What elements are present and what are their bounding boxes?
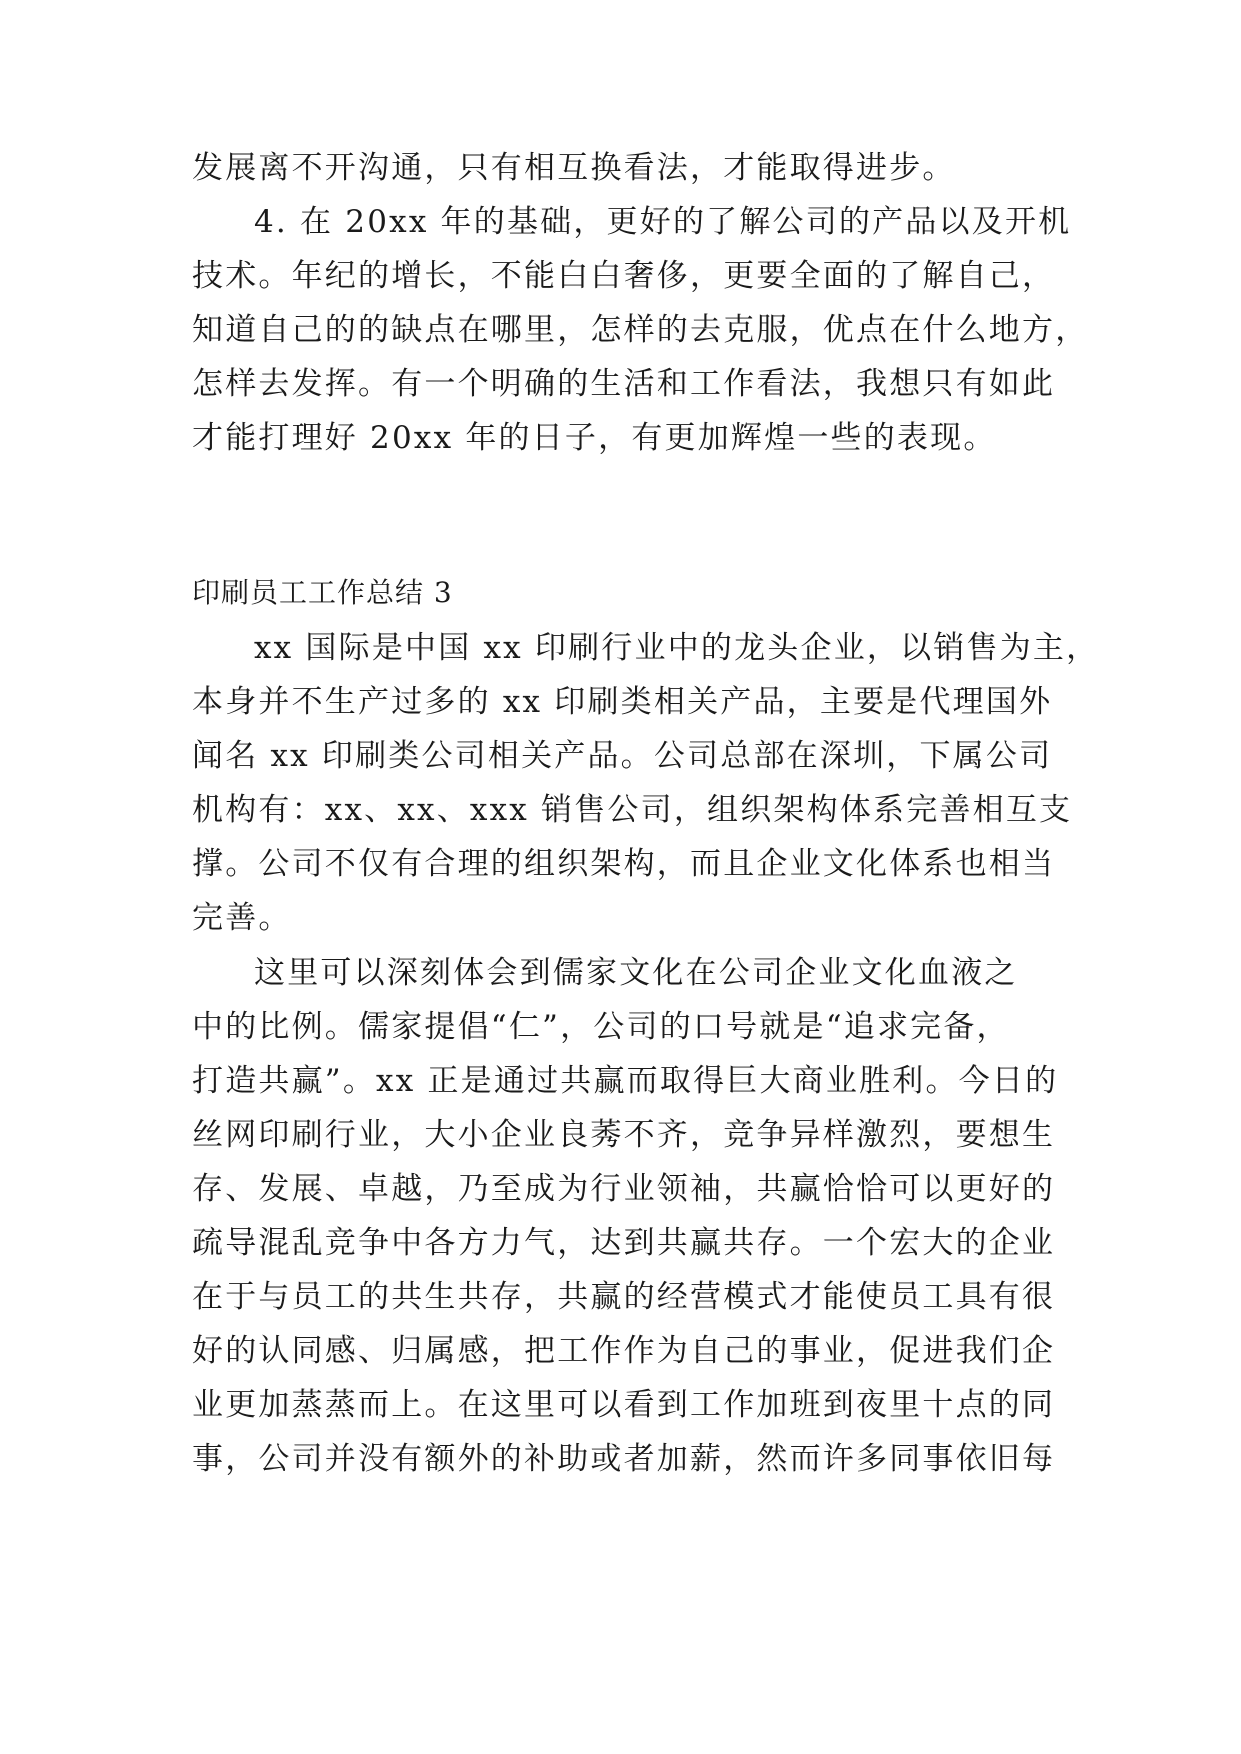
paragraph-line: 4. 在 20xx 年的基础，更好的了解公司的产品以及开机 [254,204,1072,240]
paragraph-line: 闻名 xx 印刷类公司相关产品。公司总部在深圳，下属公司 [192,738,1053,774]
paragraph-line: 怎样去发挥。有一个明确的生活和工作看法，我想只有如此 [192,366,1056,402]
paragraph-line: 知道自己的的缺点在哪里，怎样的去克服，优点在什么地方， [192,312,1089,348]
paragraph-line: 机构有：xx、xx、xxx 销售公司，组织架构体系完善相互支 [192,792,1073,828]
paragraph-line: 中的比例。儒家提倡“仁”，公司的口号就是“追求完备， [192,1009,1010,1045]
paragraph-line: 撑。公司不仅有合理的组织架构，而且企业文化体系也相当 [192,846,1056,882]
section-heading: 印刷员工工作总结 3 [192,576,453,609]
paragraph-line: 存、发展、卓越，乃至成为行业领袖，共赢恰恰可以更好的 [192,1171,1056,1207]
paragraph-line: 本身并不生产过多的 xx 印刷类相关产品，主要是代理国外 [192,684,1053,720]
paragraph-line: 完善。 [192,900,292,936]
paragraph-line: 疏导混乱竞争中各方力气，达到共赢共存。一个宏大的企业 [192,1225,1056,1261]
paragraph-line: 技术。年纪的增长，不能白白奢侈，更要全面的了解自己， [192,258,1056,294]
paragraph-line: 业更加蒸蒸而上。在这里可以看到工作加班到夜里十点的同 [192,1387,1056,1423]
paragraph-line: xx 国际是中国 xx 印刷行业中的龙头企业，以销售为主， [254,630,1100,666]
paragraph-line: 丝网印刷行业，大小企业良莠不齐，竞争异样激烈，要想生 [192,1117,1056,1153]
paragraph-line: 这里可以深刻体会到儒家文化在公司企业文化血液之 [254,955,1018,991]
paragraph-line: 事，公司并没有额外的补助或者加薪，然而许多同事依旧每 [192,1441,1056,1477]
paragraph-line: 才能打理好 20xx 年的日子，有更加辉煌一些的表现。 [192,420,997,456]
paragraph-line: 打造共赢”。xx 正是通过共赢而取得巨大商业胜利。今日的 [192,1063,1059,1099]
paragraph-line: 在于与员工的共生共存，共赢的经营模式才能使员工具有很 [192,1279,1056,1315]
paragraph-line: 好的认同感、归属感，把工作作为自己的事业，促进我们企 [192,1333,1056,1369]
paragraph-line: 发展离不开沟通，只有相互换看法，才能取得进步。 [192,150,956,186]
